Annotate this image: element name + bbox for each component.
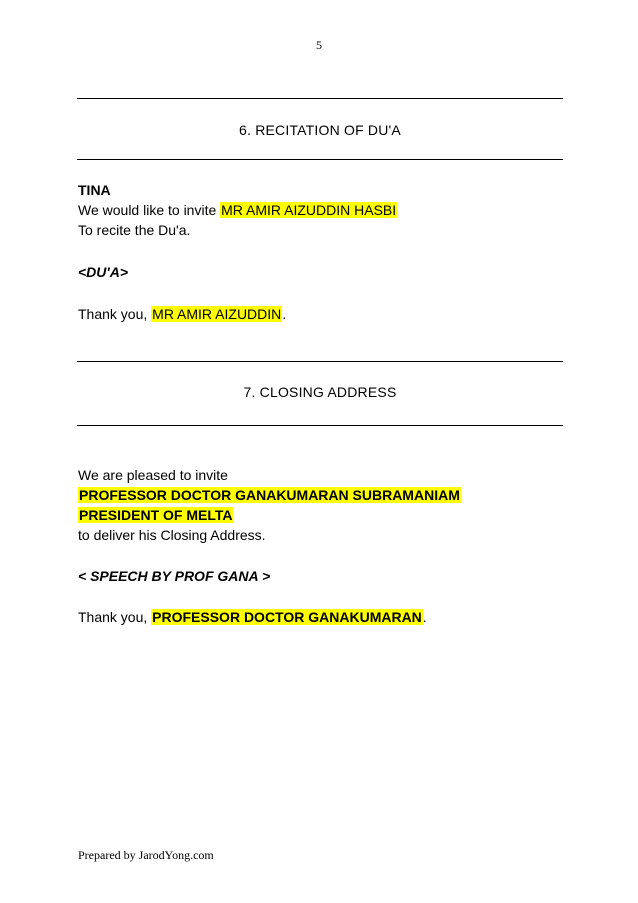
section6-thanks — [78, 304, 286, 324]
president-title-line — [78, 505, 461, 525]
section6-bottom-rule — [77, 159, 563, 160]
section7-top-rule — [77, 361, 563, 362]
pleased-invite-line: We are pleased to invite — [78, 467, 228, 483]
page-number: 5 — [316, 38, 322, 52]
speaker-name: TINA — [78, 182, 111, 198]
thanks-name-highlight: MR AMIR AIZUDDIN — [152, 306, 282, 322]
section7-body — [78, 465, 461, 545]
invite-line — [78, 200, 397, 220]
invitee-highlight: MR AMIR AIZUDDIN HASBI — [221, 202, 397, 218]
invite-prefix: We would like to invite — [78, 202, 221, 218]
recite-line: To recite the Du'a. — [78, 222, 191, 238]
speech-marker: < SPEECH BY PROF GANA > — [78, 568, 271, 584]
section6-heading: 6. RECITATION OF DU'A — [239, 122, 401, 138]
section7-thanks — [78, 607, 427, 627]
footer: Prepared by JarodYong.com — [78, 848, 214, 862]
section6-top-rule — [77, 98, 563, 99]
thanks-professor-highlight: PROFESSOR DOCTOR GANAKUMARAN — [152, 609, 422, 625]
thanks-prefix: Thank you, — [78, 609, 152, 625]
section6-body — [78, 180, 397, 240]
deliver-line: to deliver his Closing Address. — [78, 527, 266, 543]
section7-heading: 7. CLOSING ADDRESS — [243, 384, 397, 400]
president-title-highlight: PRESIDENT OF MELTA — [79, 507, 233, 523]
section7-bottom-rule — [77, 425, 563, 426]
thanks-prefix: Thank you, — [78, 306, 152, 322]
thanks-suffix: . — [282, 306, 287, 322]
professor-name-line — [78, 485, 461, 505]
dua-marker: <DU'A> — [78, 264, 129, 280]
professor-name-highlight: PROFESSOR DOCTOR GANAKUMARAN SUBRAMANIAM — [79, 487, 460, 503]
thanks-suffix: . — [422, 609, 427, 625]
